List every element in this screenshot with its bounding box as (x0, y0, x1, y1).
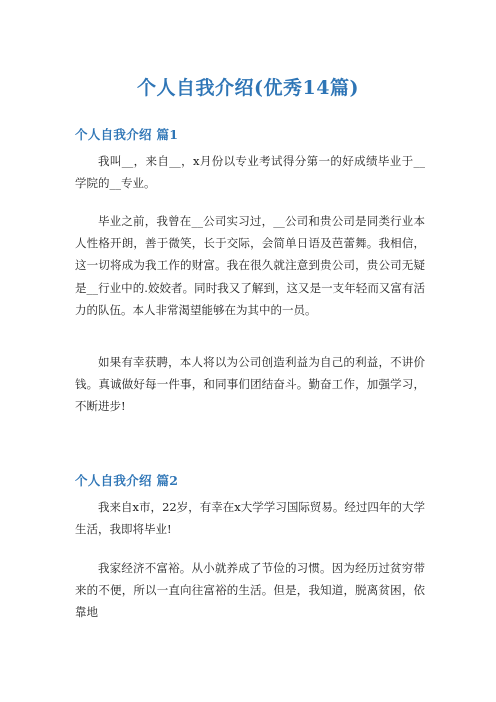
document-title: 个人自我介绍(优秀14篇) (137, 77, 359, 99)
section-heading-2: 个人自我介绍 篇2 (75, 473, 179, 488)
section-2-paragraph-1: 我来自x市，22岁，有幸在x大学学习国际贸易。经过四年的大学生活，我即将毕业! (75, 500, 425, 537)
section-1-paragraph-2: 毕业之前，我曾在__公司实习过，__公司和贵公司是同类行业本人性格开朗，善于微笑，长于交际，会简单日语及芭蕾舞。我相信，这一切将成为我工作的财富。我在很久就注意到贵公司，贵公司无疑是__行业中的.姣姣者。同时我又了解到，这又是一支年轻而又富有活力的队伍。本人非常渴望能够在为其中的一员。 (75, 214, 425, 317)
section-1-paragraph-3: 如果有幸获聘，本人将以为公司创造利益为自己的利益，不讲价钱。真诚做好每一件事，和同事们团结奋斗。勤奋工作，加强学习，不断进步! (75, 355, 425, 414)
section-heading-1: 个人自我介绍 篇1 (75, 127, 179, 142)
section-2-paragraph-2: 我家经济不富裕。从小就养成了节俭的习惯。因为经历过贫穷带来的不便，所以一直向往富裕的生活。但是，我知道，脱离贫困，依靠地 (75, 561, 425, 620)
section-1-paragraph-1: 我叫__，来自__，x月份以专业考试得分第一的好成绩毕业于__学院的__专业。 (75, 154, 425, 191)
